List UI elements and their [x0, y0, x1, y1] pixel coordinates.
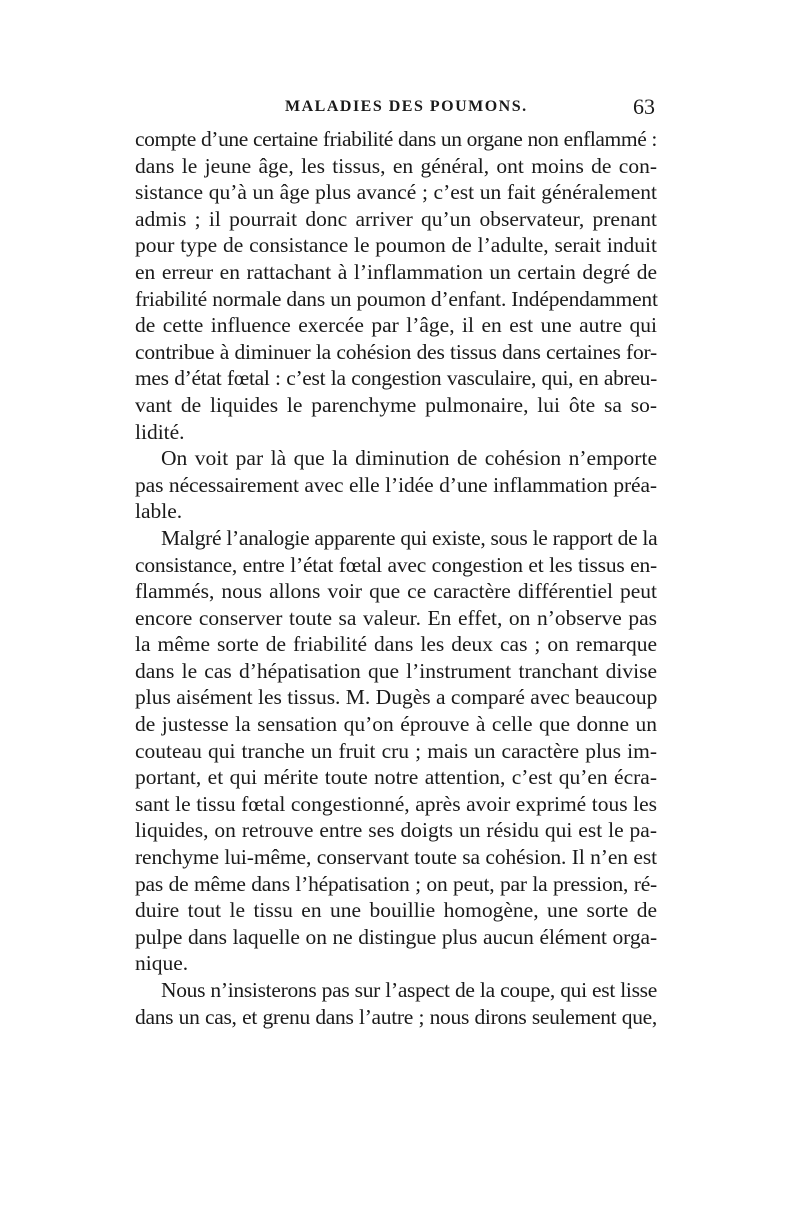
text-line: couteau qui tranche un fruit cru ; mais un caractère plus im-: [135, 738, 657, 763]
text-line: lable.: [135, 499, 183, 524]
text-line: de justesse la sensation qu’on éprouve à celle que donne un: [135, 712, 657, 737]
text-line: dans le cas d’hépatisation que l’instrument tranchant divise: [135, 658, 657, 683]
text-line: duire tout le tissu en une bouillie homogène, une sorte de: [135, 898, 657, 923]
text-line: compte d’une certaine friabilité dans un organe non enflammé :: [135, 127, 657, 151]
text-line: nique.: [135, 951, 189, 976]
text-line: flammés, nous allons voir que ce caractère différentiel peut: [135, 579, 657, 604]
text-line: la même sorte de friabilité dans les deux cas ; on remarque: [135, 632, 657, 657]
text-line: pas de même dans l’hépatisation ; on peut, par la pression, ré-: [135, 871, 657, 896]
text-line: On voit par là que la diminution de cohésion n’emporte: [161, 446, 657, 471]
text-line: de cette influence exercée par l’âge, il en est une autre qui: [135, 313, 657, 338]
text-line: en erreur en rattachant à l’inflammation un certain degré de: [135, 259, 657, 284]
paragraph: [135, 445, 657, 525]
text-line: lidité.: [135, 419, 185, 444]
text-line: Malgré l’analogie apparente qui existe, sous le rapport de la: [161, 525, 658, 550]
text-line: renchyme lui-même, conservant toute sa cohésion. Il n’en est: [135, 845, 657, 870]
text-line: consistance, entre l’état fœtal avec congestion et les tissus en-: [135, 552, 657, 577]
text-line: sistance qu’à un âge plus avancé ; c’est un fait généralement: [135, 180, 657, 205]
text-line: admis ; il pourrait donc arriver qu’un observateur, prenant: [135, 206, 657, 231]
paragraph: [135, 977, 657, 1030]
text-line: plus aisément les tissus. M. Dugès a comparé avec beaucoup: [135, 685, 658, 710]
text-line: portant, et qui mérite toute notre attention, c’est qu’en écra-: [135, 765, 657, 790]
text-line: encore conserver toute sa valeur. En effet, on n’observe pas: [135, 605, 657, 630]
page-number: 63: [633, 94, 655, 119]
text-line: dans un cas, et grenu dans l’autre ; nous dirons seulement que,: [135, 1004, 657, 1029]
text-line: Nous n’insisterons pas sur l’aspect de la coupe, qui est lisse: [161, 978, 657, 1002]
text-line: sant le tissu fœtal congestionné, après avoir exprimé tous les: [135, 791, 657, 816]
paragraph: [135, 525, 657, 977]
text-line: pour type de consistance le poumon de l’adulte, serait induit: [135, 233, 657, 258]
text-line: liquides, on retrouve entre ses doigts un résidu qui est le pa-: [135, 818, 657, 843]
text-line: contribue à diminuer la cohésion des tissus dans certaines for-: [135, 339, 657, 364]
text-line: vant de liquides le parenchyme pulmonaire, lui ôte sa so-: [135, 392, 657, 417]
text-line: mes d’état fœtal : c’est la congestion vasculaire, qui, en abreu-: [135, 366, 657, 391]
text-line: pulpe dans laquelle on ne distingue plus aucun élément orga-: [135, 924, 657, 949]
text-line: dans le jeune âge, les tissus, en général, ont moins de con-: [135, 153, 657, 178]
text-line: friabilité normale dans un poumon d’enfant. Indépendamment: [135, 286, 658, 311]
running-title: MALADIES DES POUMONS.: [285, 98, 528, 115]
text-line: pas nécessairement avec elle l’idée d’une inflammation préa-: [135, 472, 657, 497]
running-head: [135, 96, 655, 124]
body-text: [135, 126, 657, 1030]
paragraph: [135, 126, 657, 445]
